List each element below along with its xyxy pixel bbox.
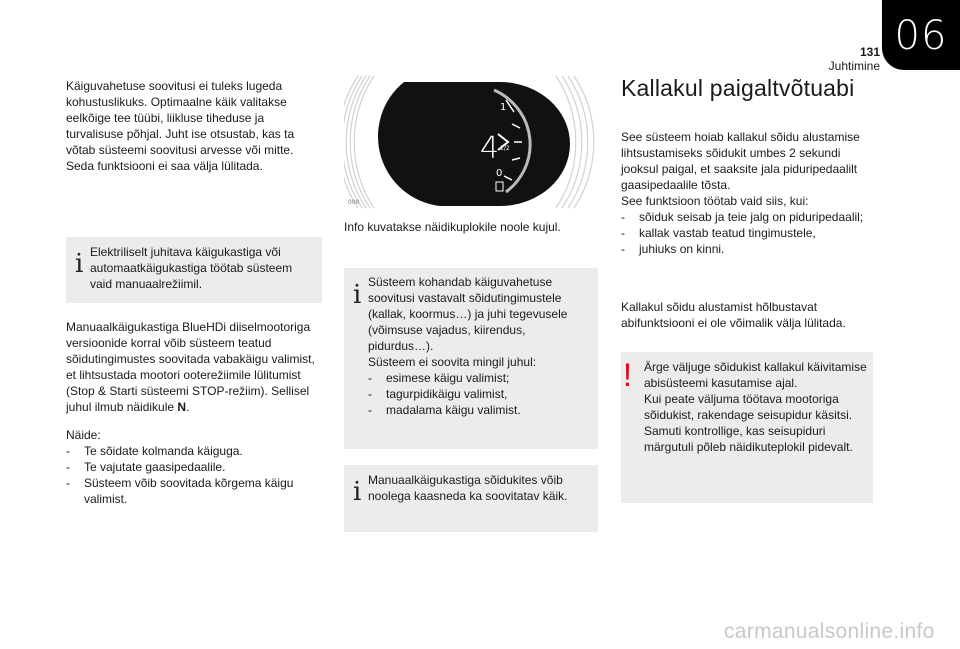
example-block xyxy=(66,427,322,507)
warning-box xyxy=(621,352,873,503)
info-box-text: Elektriliselt juhitava käigukastiga või automaatkäigukastiga töötab süsteem vaid manuaalrežiimil. xyxy=(90,245,293,291)
neutral-symbol: N xyxy=(177,400,187,414)
info-box-text: Süsteem kohandab käiguvahetuse soovitusi vastavalt sõidutingimustele (kallak, koormus…) ja juhi tegevusele (võimsuse vajadus, kiirendus, pidurdus…). xyxy=(368,275,568,353)
example-list xyxy=(66,443,322,507)
scale-mark: 1/2 xyxy=(500,145,510,152)
list-item: - kallak vastab teatud tingimustele, xyxy=(621,225,877,241)
list-item: - esimese käigu valimist; xyxy=(368,370,592,386)
gauge-caption: Info kuvatakse näidikuplokile noole kujul. xyxy=(344,220,561,234)
scale-mark: 0 xyxy=(496,168,503,179)
list-item: - Te sõidate kolmanda käiguga. xyxy=(66,443,322,459)
conditions-list xyxy=(621,209,877,257)
info-box-gearbox xyxy=(66,237,322,303)
list-item: - madalama käigu valimist. xyxy=(368,402,592,418)
hill-start-description xyxy=(621,129,877,257)
info-box-arrow xyxy=(344,465,598,532)
list-item: - tagurpidikäigu valimist, xyxy=(368,386,592,402)
list-item: - sõiduk seisab ja teie jalg on piduripedaalil; xyxy=(621,209,877,225)
section-heading: Kallakul paigaltvõtuabi xyxy=(621,75,855,101)
info-icon: i xyxy=(353,280,362,310)
chapter-tab xyxy=(882,0,960,70)
warning-text: Kui peate väljuma töötava mootoriga sõidukist, rakendage seisupidur käsitsi. Samuti kontrollige, kas seisupiduri märgutuli põleb näidikuteplokil pidevalt. xyxy=(644,392,853,454)
exclusion-list xyxy=(368,370,592,418)
intro-paragraph: Käiguvahetuse soovitusi ei tuleks lugeda kohustuslikuks. Optimaalne käik valitakse eelkõige tee tüübi, liikluse tiheduse ja turvalisuse põhjal. Juht ise otsustab, kas ta võtab süsteemi soovitusi arvesse või mitte. Seda funktsiooni ei saa välja lülitada. xyxy=(66,79,295,173)
gear-indicator-illustration xyxy=(344,72,598,212)
info-icon: i xyxy=(353,477,362,507)
list-item: - Süsteem võib soovitada kõrgema käigu valimist. xyxy=(66,475,322,507)
hill-start-note: Kallakul sõidu alustamist hõlbustavat abifunktsiooni ei ole võimalik välja lülitada. xyxy=(621,300,846,330)
gear-digit: 4 xyxy=(480,131,500,166)
list-item: - juhiuks on kinni. xyxy=(621,241,877,257)
warning-text: Ärge väljuge sõidukist kallakul käivitamise abisüsteemi kasutamise ajal. xyxy=(644,360,867,390)
conditions-title: See funktsioon töötab vaid siis, kui: xyxy=(621,194,809,208)
section-title: Juhtimine xyxy=(828,59,880,73)
list-item: - Te vajutate gaasipedaalile. xyxy=(66,459,322,475)
warning-exclamation-icon: ! xyxy=(623,357,632,393)
info-box-system xyxy=(344,268,598,449)
hill-start-intro: See süsteem hoiab kallakul sõidu alustamise lihtsustamiseks sõidukit umbes 2 sekundi jooksul paigal, et saaksite jala piduripedaalilt gaasipedaalile tõsta. xyxy=(621,130,860,192)
warning-content xyxy=(644,359,868,455)
page-number: 131 xyxy=(859,45,880,59)
watermark: carmanualsonline.info xyxy=(724,620,935,643)
odometer-label: 000 xyxy=(348,199,360,206)
example-title: Näide: xyxy=(66,428,101,442)
gauge-face xyxy=(378,82,570,206)
scale-mark: 1 xyxy=(500,102,507,113)
info-box-text: Manuaalkäigukastiga sõidukites võib noolega kaasneda ka soovitatav käik. xyxy=(368,473,568,503)
chapter-number: 06 xyxy=(894,13,948,59)
info-icon: i xyxy=(75,249,84,279)
info-box-subtitle: Süsteem ei soovita mingil juhul: xyxy=(368,355,537,369)
info-box-system-content xyxy=(368,274,592,418)
manual-gearbox-paragraph: Manuaalkäigukastiga BlueHDi diiselmootoriga versioonide korral võib süsteem teatud sõidutingimustes soovitada vabakäigu valimist, et lihtsustada mootori ooterežiimile lülitumist (Stop & Starti süsteemi STOP-režiim). Sellisel juhul ilmub näidikule N. xyxy=(66,320,315,414)
